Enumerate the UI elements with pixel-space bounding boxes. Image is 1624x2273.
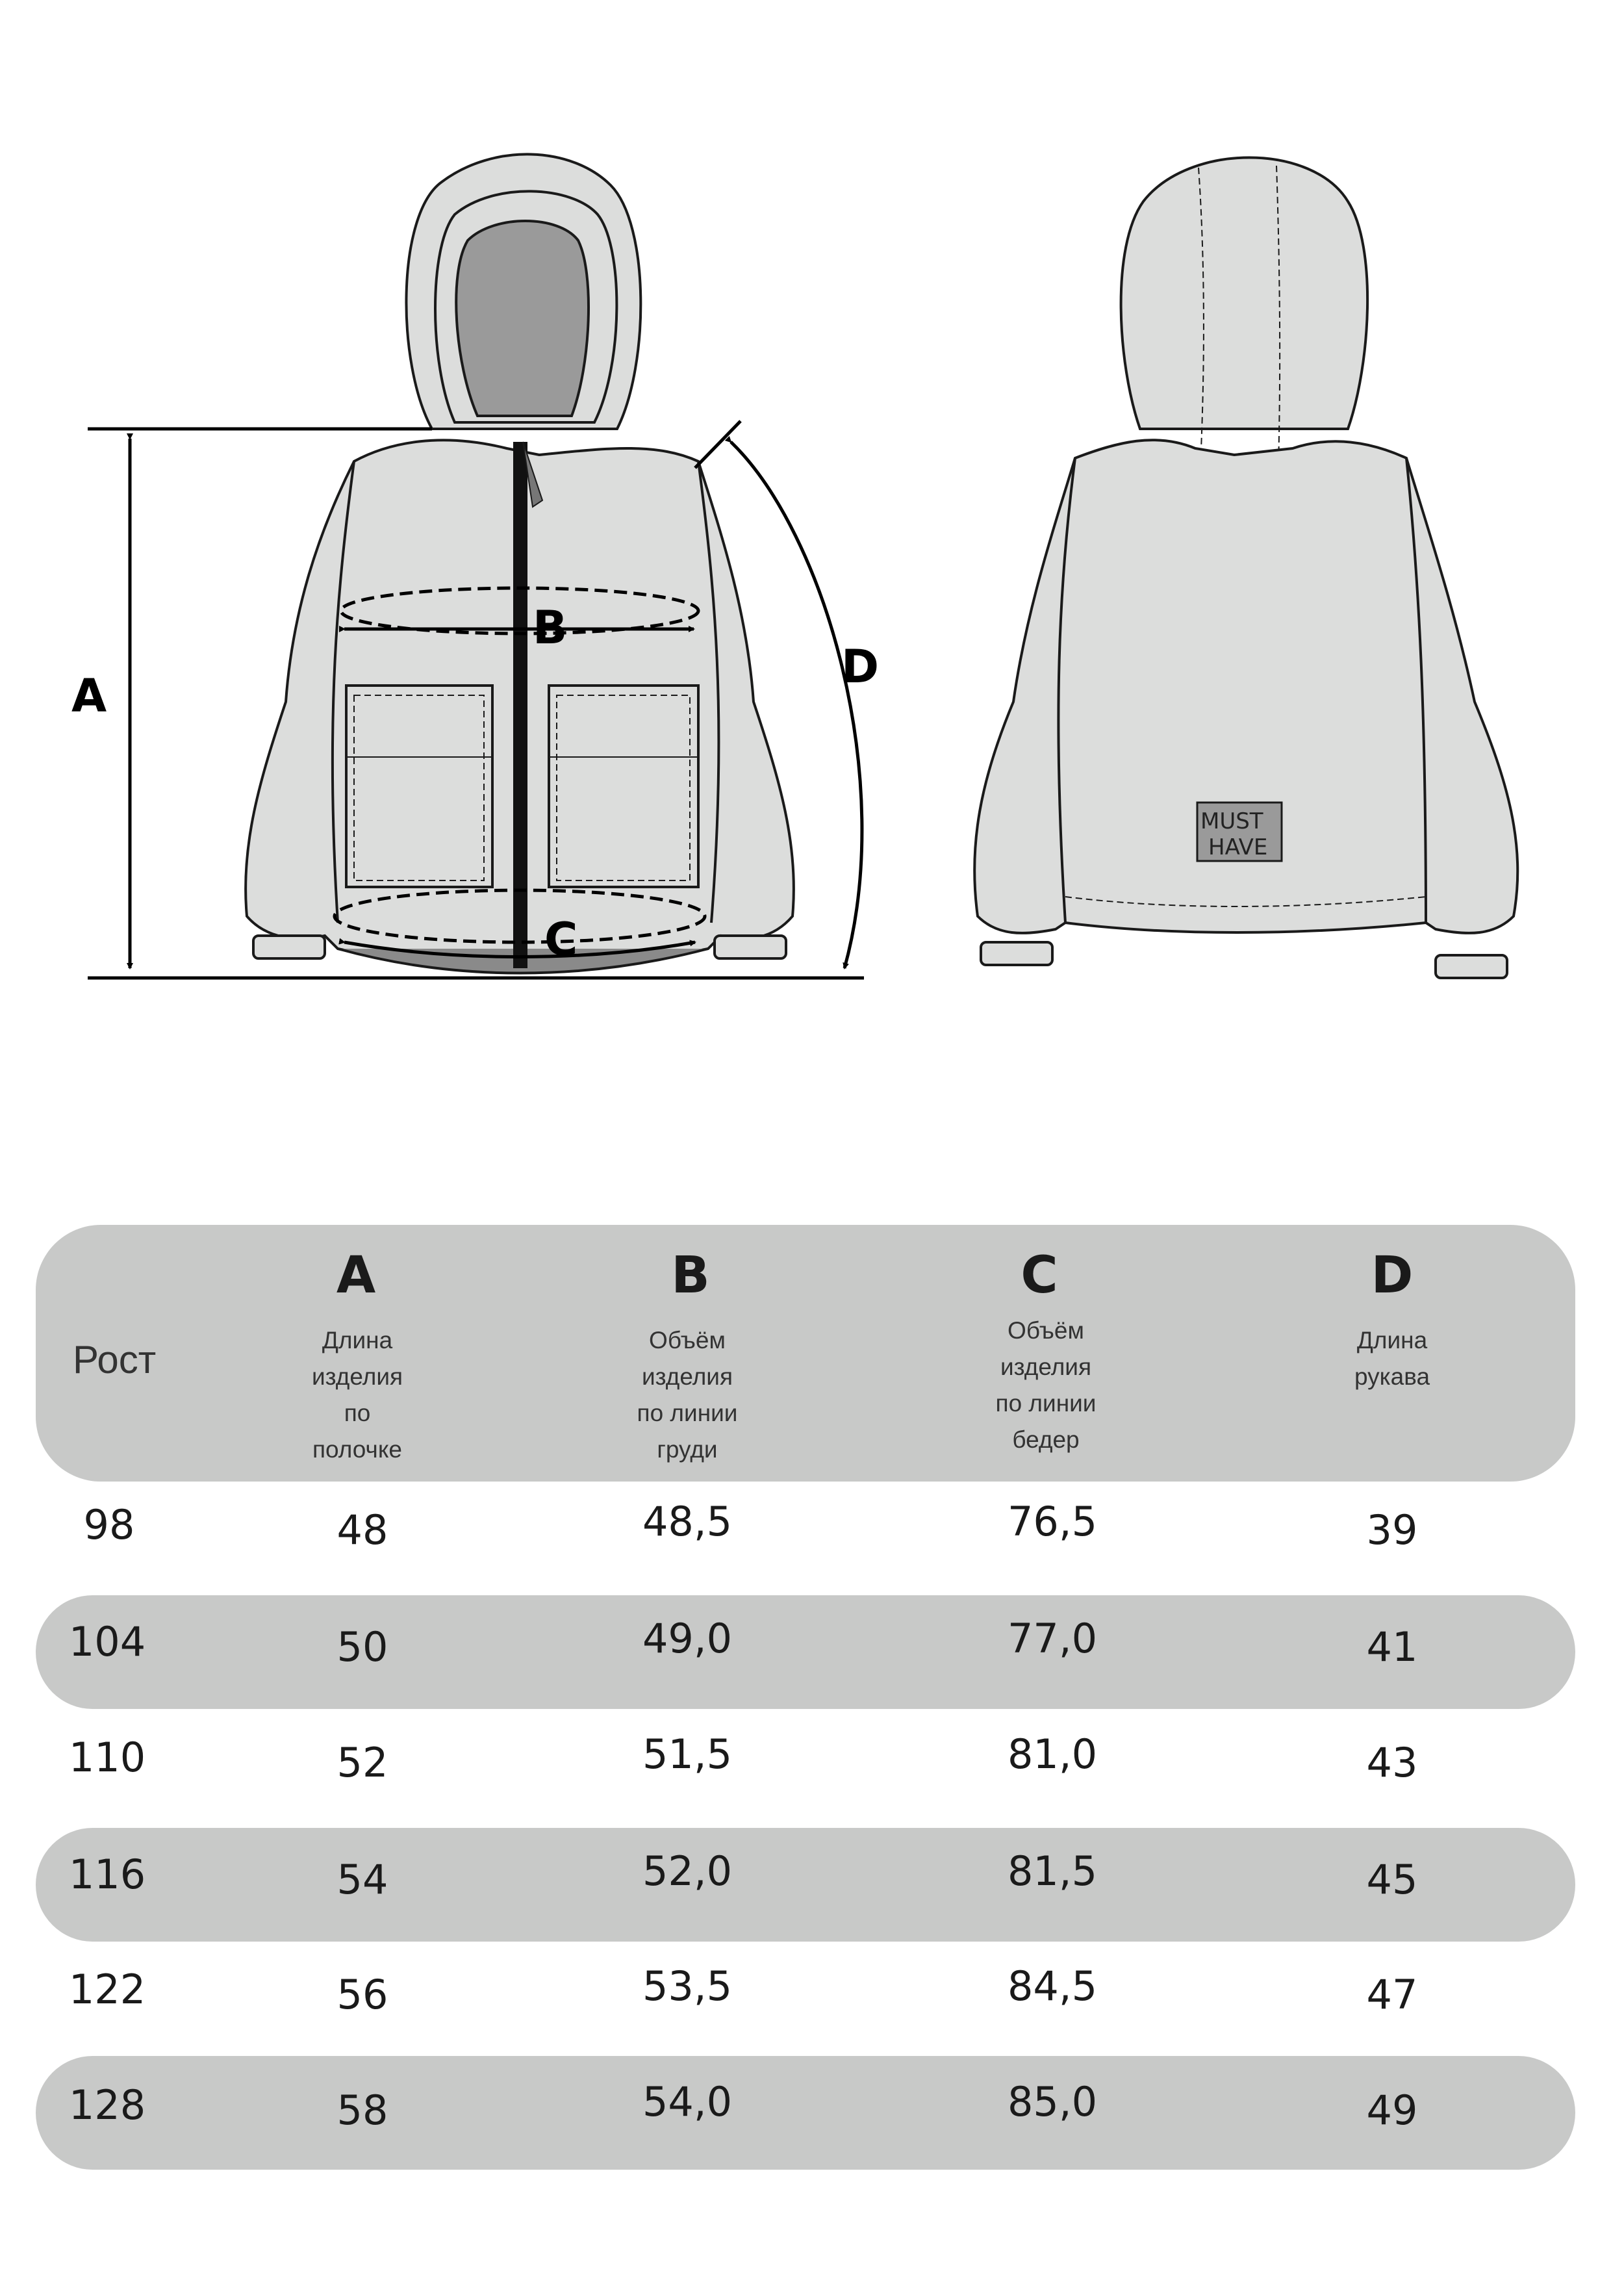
row-band [36,1828,1575,1942]
jacket-front-view [246,154,794,973]
cell-b: 54,0 [642,2078,733,2125]
patch-line-have: HAVE [1208,834,1268,860]
cell-d: 45 [1366,1856,1418,1903]
column-b-description: Объём изделия по линии груди [637,1327,738,1463]
cell-d: 39 [1366,1506,1418,1554]
column-c-letter: C [1021,1246,1058,1305]
cell-b: 49,0 [642,1615,733,1662]
cell-rost: 98 [83,1501,135,1548]
row-band [36,1595,1575,1709]
cell-b: 52,0 [642,1847,733,1895]
cell-a: 54 [336,1856,388,1903]
label-c: C [544,913,578,966]
cell-rost: 128 [68,2081,146,2129]
cell-d: 41 [1366,1623,1418,1671]
column-a-description: Длина изделия по полочке [311,1327,403,1463]
cell-rost: 116 [68,1851,146,1898]
cell-b: 53,5 [642,1962,733,2010]
cell-rost: 122 [68,1966,146,2013]
patch-line-must: MUST [1200,808,1263,834]
column-d-description: Длина рукава [1354,1327,1430,1390]
column-d-letter: D [1371,1246,1414,1305]
cell-a: 52 [336,1739,388,1786]
cell-d: 43 [1366,1739,1418,1786]
label-d: D [841,640,880,693]
cell-c: 76,5 [1007,1498,1098,1545]
cell-d: 47 [1366,1971,1418,2018]
rost-header: Рост [73,1338,157,1381]
cell-a: 48 [336,1506,388,1554]
cell-c: 81,0 [1007,1730,1098,1778]
cell-c: 84,5 [1007,1962,1098,2010]
column-c-description: Объём изделия по линии бедер [995,1317,1097,1453]
table-header-band [36,1225,1575,1482]
label-a: A [71,669,107,723]
cell-b: 48,5 [642,1498,733,1545]
row-band [36,2056,1575,2170]
cell-c: 85,0 [1007,2078,1098,2125]
label-b: B [533,601,568,654]
cell-a: 58 [336,2087,388,2134]
jacket-measurement-diagram [0,0,1624,1105]
cell-c: 81,5 [1007,1847,1098,1895]
cell-a: 50 [336,1623,388,1671]
cell-rost: 104 [68,1618,146,1665]
cell-a: 56 [336,1971,388,2018]
cell-c: 77,0 [1007,1615,1098,1662]
cell-d: 49 [1366,2087,1418,2134]
column-b-letter: B [671,1246,710,1305]
cell-rost: 110 [68,1734,146,1781]
column-a-letter: A [336,1246,376,1305]
cell-b: 51,5 [642,1730,733,1778]
